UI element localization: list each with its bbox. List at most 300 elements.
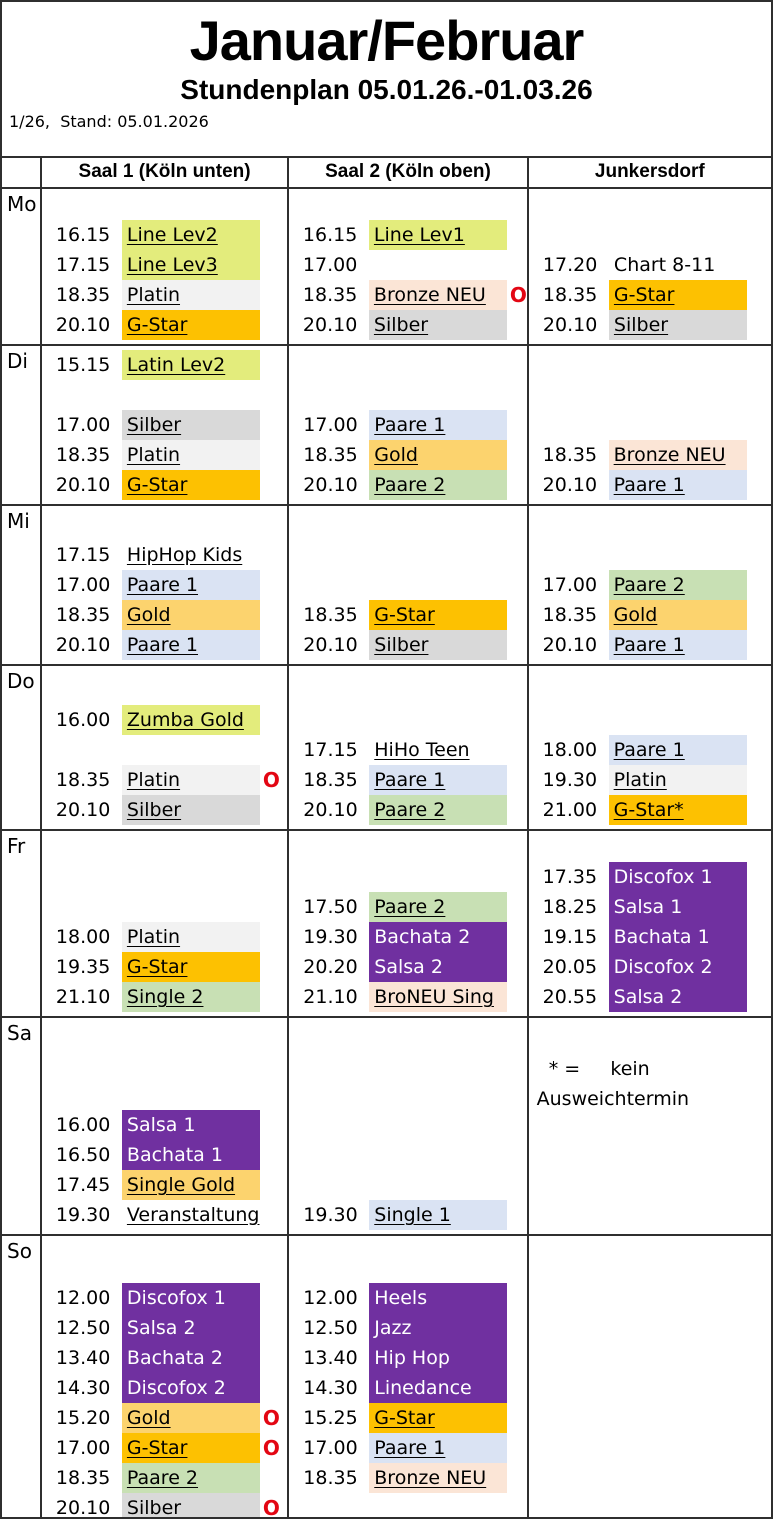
day-cell: [2, 666, 42, 829]
entry-time: 20.10: [303, 474, 358, 496]
schedule-entry: [42, 570, 287, 600]
entry-label[interactable]: G-Star: [122, 1433, 260, 1463]
entry-time: 12.50: [55, 1317, 111, 1339]
entry-time: 19.15: [542, 926, 598, 948]
entry-time: 20.55: [542, 986, 598, 1008]
entry-label[interactable]: Paare 2: [369, 795, 507, 825]
schedule-cell: [42, 1018, 289, 1234]
entry-time: 17.20: [542, 254, 598, 276]
schedule-cell: [529, 831, 771, 1016]
schedule-entry: [529, 862, 771, 892]
entry-time: 18.35: [55, 769, 111, 791]
entry-label: Discofox 1: [609, 862, 747, 892]
entry-time: 18.35: [55, 1467, 111, 1489]
schedule-entry: [289, 220, 527, 250]
entry-label[interactable]: Silber: [122, 1493, 260, 1519]
day-label: So: [7, 1239, 32, 1263]
schedule-cell: [42, 666, 289, 829]
day-cell: [2, 831, 42, 1016]
entry-label[interactable]: Single Gold: [122, 1170, 260, 1200]
schedule-entry: [42, 1463, 287, 1493]
entry-time: 16.00: [55, 709, 111, 731]
column-header-day: [2, 158, 42, 187]
schedule-entry: [529, 570, 771, 600]
entry-label: Bachata 2: [369, 922, 507, 952]
entry-time: 17.15: [55, 254, 111, 276]
schedule-entry: [42, 350, 287, 380]
schedule-entry: [42, 220, 287, 250]
entry-time: 17.00: [302, 254, 358, 276]
entry-label[interactable]: Silber: [609, 310, 747, 340]
entry-label[interactable]: Silber: [122, 410, 260, 440]
entry-label[interactable]: Single 1: [369, 1200, 507, 1230]
entry-label[interactable]: Paare 1: [369, 765, 507, 795]
entry-time: 18.35: [55, 604, 111, 626]
day-row-so: [2, 1236, 771, 1519]
schedule-cell: [289, 506, 528, 664]
page-subtitle: Stundenplan 05.01.26.-01.03.26: [180, 74, 593, 105]
schedule-entry: [529, 892, 771, 922]
entry-label[interactable]: Platin: [122, 280, 260, 310]
entry-time: 18.25: [542, 896, 598, 918]
entry-label[interactable]: Paare 1: [369, 1433, 507, 1463]
entry-time: 18.35: [303, 769, 358, 791]
schedule-entry: [42, 952, 287, 982]
status-line: 1/26, Stand: 05.01.2026: [9, 112, 209, 131]
entry-label: Jazz: [369, 1313, 507, 1343]
schedule-entry: [42, 1200, 287, 1230]
entry-time: 20.10: [55, 1497, 111, 1519]
column-header-saal1: Saal 1 (Köln unten): [42, 158, 289, 187]
empty-slot: [289, 1493, 526, 1519]
entry-label[interactable]: Gold: [609, 600, 747, 630]
schedule-entry: [289, 280, 527, 310]
schedule-entry: [529, 440, 771, 470]
entry-time: 20.05: [542, 956, 598, 978]
schedule-cell: [289, 831, 528, 1016]
entry-time: 20.10: [55, 634, 111, 656]
entry-time: 13.40: [303, 1347, 358, 1369]
entry-label[interactable]: Single 2: [122, 982, 260, 1012]
entry-label[interactable]: Platin: [122, 765, 260, 795]
cancelled-marker: O: [509, 283, 527, 307]
entry-time: 17.35: [542, 866, 598, 888]
schedule-entry: [289, 892, 526, 922]
empty-slot: [529, 380, 771, 410]
entry-time: 18.35: [55, 284, 111, 306]
entry-label[interactable]: Silber: [122, 795, 260, 825]
empty-slot: [289, 705, 526, 735]
entry-label[interactable]: Platin: [122, 440, 260, 470]
entry-time: 12.50: [303, 1317, 358, 1339]
entry-time: 18.35: [542, 444, 598, 466]
entry-label: Bachata 2: [122, 1343, 260, 1373]
schedule-entry: [42, 1313, 287, 1343]
entry-time: 19.35: [55, 956, 111, 978]
entry-label[interactable]: G-Star: [369, 1403, 507, 1433]
schedule-entry: [289, 952, 526, 982]
empty-slot: [529, 705, 771, 735]
schedule-entry: [289, 310, 527, 340]
entry-label: Linedance: [369, 1373, 507, 1403]
entry-label[interactable]: G-Star*: [609, 795, 747, 825]
entry-time: 20.10: [302, 314, 358, 336]
day-cell: [2, 1018, 42, 1234]
schedule-cell: [42, 831, 289, 1016]
entry-time: 17.00: [55, 1437, 111, 1459]
entry-time: 16.15: [55, 224, 111, 246]
entry-label: Discofox 1: [122, 1283, 260, 1313]
day-label: Di: [7, 349, 28, 373]
schedule-cell: [289, 346, 528, 504]
entry-label: Salsa 2: [369, 952, 507, 982]
entry-time: 16.50: [55, 1144, 111, 1166]
schedule-body: [2, 189, 771, 1519]
schedule-cell: [42, 506, 289, 664]
schedule-cell: [289, 1236, 528, 1519]
schedule-entry: [289, 1200, 526, 1230]
cancelled-marker: O: [262, 768, 280, 792]
day-cell: [2, 189, 42, 344]
page-title: Januar/Februar: [189, 9, 584, 72]
empty-slot: [529, 350, 771, 380]
column-header-junkersdorf: Junkersdorf: [594, 161, 705, 182]
empty-slot: [42, 1020, 287, 1050]
schedule-entry: [42, 922, 287, 952]
schedule-entry: [42, 540, 287, 570]
schedule-entry: [42, 1433, 287, 1463]
schedule-entry: [529, 922, 771, 952]
entry-time: 17.15: [303, 739, 358, 761]
empty-slot: [289, 570, 526, 600]
cancelled-marker: O: [262, 1496, 280, 1519]
entry-label[interactable]: Gold: [369, 440, 507, 470]
schedule-entry: [42, 1110, 287, 1140]
schedule-entry: [42, 310, 287, 340]
page-header: [2, 8, 771, 156]
schedule-cell: [289, 189, 529, 344]
entry-time: 18.35: [55, 444, 111, 466]
empty-slot: [289, 350, 526, 380]
entry-time: 20.10: [55, 799, 111, 821]
schedule-entry: [529, 250, 771, 280]
entry-time: 20.10: [303, 634, 358, 656]
day-row-mi: [2, 506, 771, 666]
entry-time: 15.25: [303, 1407, 358, 1429]
entry-label[interactable]: Platin: [609, 765, 747, 795]
schedule-entry: [529, 735, 771, 765]
day-label: Mi: [7, 509, 30, 533]
day-row-sa: [2, 1018, 771, 1236]
schedule-entry: [529, 765, 771, 795]
schedule-entry: [289, 982, 526, 1012]
entry-label: Chart 8-11: [613, 254, 716, 276]
empty-slot: [289, 675, 526, 705]
entry-time: 20.20: [303, 956, 358, 978]
schedule-entry: [42, 250, 287, 280]
entry-time: 16.15: [302, 224, 358, 246]
schedule-cell: [529, 346, 771, 504]
empty-slot: [42, 735, 287, 765]
schedule-entry: [289, 600, 526, 630]
entry-time: 17.00: [303, 414, 358, 436]
entry-label[interactable]: Silber: [369, 310, 507, 340]
day-cell: [2, 506, 42, 664]
schedule-entry: [289, 1403, 526, 1433]
schedule-entry: [289, 1313, 526, 1343]
schedule-entry: [289, 1283, 526, 1313]
schedule-cell: [289, 666, 528, 829]
schedule-entry: [42, 280, 287, 310]
entry-time: 16.00: [55, 1114, 111, 1136]
entry-time: 18.00: [55, 926, 111, 948]
entry-time: 18.00: [542, 739, 598, 761]
entry-label: Salsa 1: [609, 892, 747, 922]
schedule-entry: [289, 410, 526, 440]
schedule-entry: [42, 600, 287, 630]
entry-label[interactable]: HipHop Kids: [126, 544, 243, 566]
entry-label[interactable]: Bronze NEU: [369, 1463, 507, 1493]
entry-label[interactable]: Platin: [122, 922, 260, 952]
empty-slot: [529, 540, 771, 570]
entry-time: 17.00: [542, 574, 598, 596]
schedule-entry: [529, 310, 771, 340]
empty-slot: [42, 892, 287, 922]
schedule-entry: [289, 795, 526, 825]
empty-slot: [42, 1253, 287, 1283]
entry-time: 15.15: [55, 354, 111, 376]
day-row-di: [2, 346, 771, 506]
schedule-entry: [289, 1463, 526, 1493]
day-row-mo: [2, 189, 771, 346]
schedule-entry: [42, 982, 287, 1012]
schedule-entry: [529, 630, 771, 660]
empty-slot: [289, 1170, 526, 1200]
day-label: Fr: [7, 834, 26, 858]
entry-time: 20.10: [542, 474, 598, 496]
column-header-saal2: Saal 2 (Köln oben): [289, 158, 528, 187]
empty-slot: [289, 1050, 526, 1080]
empty-slot: [289, 380, 526, 410]
schedule-entry: [42, 1140, 287, 1170]
empty-slot: [289, 1110, 526, 1140]
day-cell: [2, 346, 42, 504]
entry-label: Heels: [369, 1283, 507, 1313]
empty-slot: [289, 1140, 526, 1170]
entry-label: Salsa 2: [609, 982, 747, 1012]
entry-label[interactable]: Latin Lev2: [122, 350, 260, 380]
empty-slot: [289, 250, 527, 280]
schedule-entry: [42, 765, 287, 795]
schedule-entry: [289, 922, 526, 952]
entry-time: 17.50: [303, 896, 358, 918]
entry-label: Salsa 2: [122, 1313, 260, 1343]
entry-label[interactable]: Paare 1: [122, 630, 260, 660]
entry-label: Discofox 2: [609, 952, 747, 982]
schedule-cell: [289, 1018, 528, 1234]
empty-slot: [289, 540, 526, 570]
entry-label[interactable]: Bronze NEU: [609, 440, 747, 470]
empty-slot: [289, 862, 526, 892]
entry-label[interactable]: Paare 1: [609, 470, 747, 500]
entry-time: 18.35: [303, 444, 358, 466]
schedule-cell: [529, 189, 771, 344]
entry-label[interactable]: BroNEU Sing: [369, 982, 507, 1012]
empty-slot: [289, 1253, 526, 1283]
entry-label[interactable]: Paare 2: [609, 570, 747, 600]
entry-label[interactable]: G-Star: [122, 470, 260, 500]
schedule-entry: [289, 440, 526, 470]
entry-label[interactable]: G-Star: [122, 310, 260, 340]
day-cell: [2, 1236, 42, 1519]
entry-label[interactable]: Line Lev1: [369, 220, 507, 250]
entry-time: 21.10: [303, 986, 358, 1008]
entry-time: 13.40: [55, 1347, 111, 1369]
entry-time: 18.35: [303, 604, 358, 626]
entry-label[interactable]: Gold: [122, 1403, 260, 1433]
schedule-entry: [42, 795, 287, 825]
footnote: * = kein: [536, 1058, 650, 1080]
table-header-row: [2, 156, 771, 189]
empty-slot: [529, 410, 771, 440]
entry-time: 20.10: [542, 314, 598, 336]
empty-slot: [42, 832, 287, 862]
schedule-cell: [42, 1236, 289, 1519]
schedule-entry: [289, 630, 526, 660]
empty-slot: [289, 510, 526, 540]
entry-label[interactable]: Paare 2: [369, 470, 507, 500]
entry-time: 19.30: [303, 1204, 358, 1226]
entry-label[interactable]: Line Lev2: [122, 220, 260, 250]
entry-label[interactable]: Zumba Gold: [122, 705, 260, 735]
entry-time: 20.10: [303, 799, 358, 821]
entry-time: 17.00: [55, 574, 111, 596]
schedule-entry: [529, 982, 771, 1012]
entry-time: 19.30: [303, 926, 358, 948]
entry-label: Salsa 1: [122, 1110, 260, 1140]
empty-slot: [42, 862, 287, 892]
schedule-entry: [289, 1343, 526, 1373]
entry-label[interactable]: G-Star: [369, 600, 507, 630]
entry-time: 20.10: [542, 634, 598, 656]
entry-time: 14.30: [55, 1377, 111, 1399]
schedule-entry: [289, 735, 526, 765]
entry-time: 15.20: [55, 1407, 111, 1429]
entry-time: 18.35: [302, 284, 358, 306]
entry-time: 20.10: [55, 474, 111, 496]
schedule-cell: [529, 506, 771, 664]
day-label: Do: [7, 669, 35, 693]
empty-slot: [289, 1080, 526, 1110]
entry-time: 17.15: [55, 544, 111, 566]
entry-time: 19.30: [55, 1204, 111, 1226]
empty-slot: [289, 832, 526, 862]
schedule-cell: [529, 1018, 771, 1234]
entry-label: Discofox 2: [122, 1373, 260, 1403]
schedule-cell: [42, 189, 289, 344]
entry-time: 12.00: [55, 1287, 111, 1309]
schedule-entry: [42, 1283, 287, 1313]
schedule-entry: [529, 600, 771, 630]
entry-label[interactable]: Line Lev3: [122, 250, 260, 280]
empty-slot: [529, 832, 771, 862]
footnote: Ausweichtermin: [536, 1088, 690, 1110]
entry-time: 18.35: [542, 284, 598, 306]
schedule-entry: [529, 280, 771, 310]
entry-label[interactable]: Paare 2: [369, 892, 507, 922]
entry-label[interactable]: Bronze NEU: [369, 280, 507, 310]
entry-time: 17.00: [55, 414, 111, 436]
empty-slot: [42, 510, 287, 540]
schedule-entry: [289, 1373, 526, 1403]
entry-label[interactable]: Paare 1: [609, 630, 747, 660]
empty-slot: [529, 220, 771, 250]
schedule-cell: [42, 346, 289, 504]
entry-label: Bachata 1: [122, 1140, 260, 1170]
schedule-entry: [289, 470, 526, 500]
entry-label[interactable]: Paare 1: [122, 570, 260, 600]
entry-label[interactable]: HiHo Teen: [374, 739, 470, 761]
entry-label[interactable]: G-Star: [609, 280, 747, 310]
entry-time: 17.45: [55, 1174, 111, 1196]
empty-slot: [42, 675, 287, 705]
day-label: Mo: [7, 192, 37, 216]
entry-label[interactable]: Paare 1: [609, 735, 747, 765]
entry-time: 17.00: [303, 1437, 358, 1459]
entry-label[interactable]: Paare 2: [122, 1463, 260, 1493]
entry-time: 21.00: [542, 799, 598, 821]
schedule-entry: [42, 630, 287, 660]
empty-slot: [42, 380, 287, 410]
cancelled-marker: O: [262, 1406, 280, 1430]
entry-label: Hip Hop: [369, 1343, 507, 1373]
entry-time: 12.00: [303, 1287, 358, 1309]
schedule-entry: [42, 440, 287, 470]
schedule-entry: [42, 1170, 287, 1200]
empty-slot: [529, 510, 771, 540]
schedule-entry: [42, 1343, 287, 1373]
empty-slot: [529, 675, 771, 705]
entry-time: 19.30: [542, 769, 598, 791]
empty-slot: [42, 1050, 287, 1080]
entry-time: 20.10: [55, 314, 111, 336]
entry-time: 18.35: [303, 1467, 358, 1489]
empty-slot: [42, 1080, 287, 1110]
schedule-entry: [42, 410, 287, 440]
entry-label[interactable]: Silber: [369, 630, 507, 660]
schedule-entry: [42, 1373, 287, 1403]
schedule-cell: [529, 666, 771, 829]
entry-label: Bachata 1: [609, 922, 747, 952]
entry-label[interactable]: G-Star: [122, 952, 260, 982]
entry-label[interactable]: Gold: [122, 600, 260, 630]
cancelled-marker: O: [262, 1436, 280, 1460]
schedule-entry: [42, 470, 287, 500]
entry-label[interactable]: Veranstaltung: [126, 1204, 260, 1226]
day-row-fr: [2, 831, 771, 1018]
day-row-do: [2, 666, 771, 831]
schedule-entry: [42, 1403, 287, 1433]
day-label: Sa: [7, 1021, 32, 1045]
entry-time: 18.35: [542, 604, 598, 626]
schedule-entry: [289, 765, 526, 795]
schedule-entry: [42, 1493, 287, 1519]
schedule-entry: [529, 952, 771, 982]
entry-label[interactable]: Paare 1: [369, 410, 507, 440]
schedule-entry: [289, 1433, 526, 1463]
entry-time: 14.30: [303, 1377, 358, 1399]
empty-slot: [289, 1020, 526, 1050]
